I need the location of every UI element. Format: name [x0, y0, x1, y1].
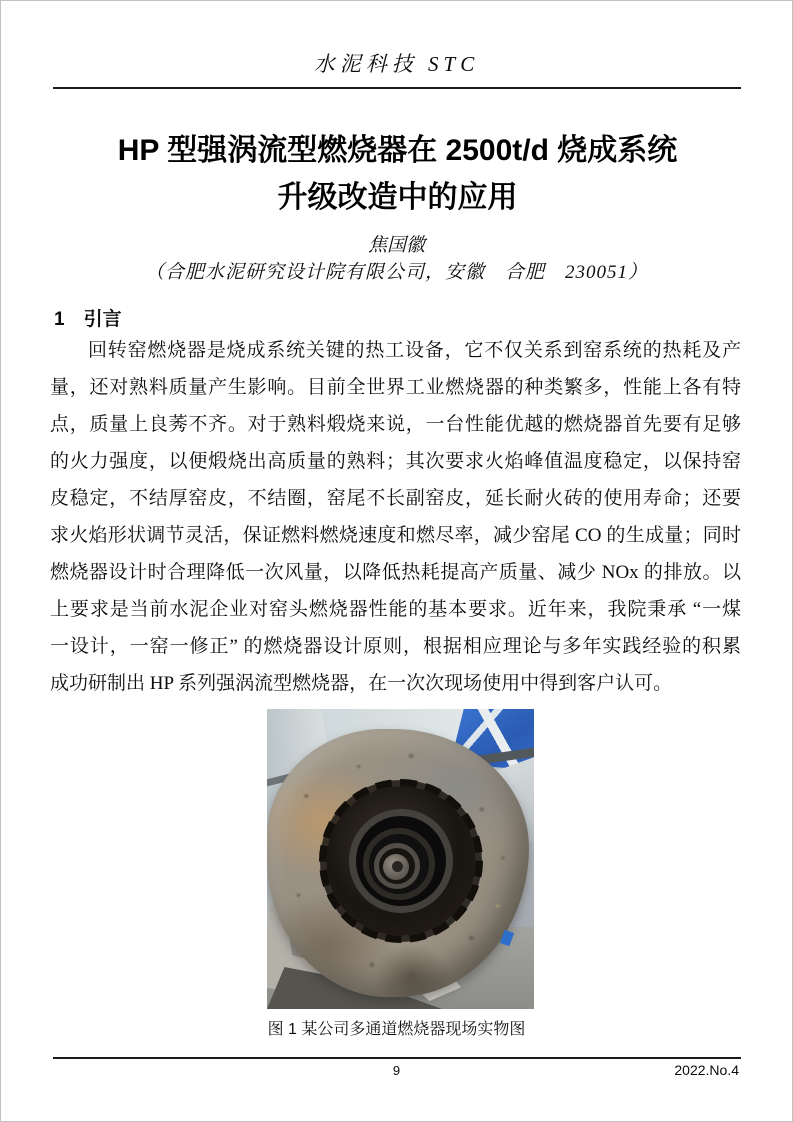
author-name: 焦国徽: [367, 235, 425, 256]
article-title: [41, 127, 754, 221]
paragraph-line: 回转窑燃烧器是烧成系统关键的热工设备，它不仅关系到窑系统的热耗及产: [88, 340, 741, 361]
page-number: 9: [392, 1063, 401, 1078]
author-affiliation: （合肥水泥研究设计院有限公司，安徽 合肥 230051）: [144, 262, 648, 283]
header-rule: [53, 87, 741, 89]
paragraph-line: 燃烧器设计时合理降低一次风量，以降低热耗提高产质量、减少 NOx 的排放。以: [50, 562, 741, 583]
paragraph-line: 皮稳定，不结厚窑皮，不结圈，窑尾不长副窑皮，延长耐火砖的使用寿命；还要: [50, 488, 741, 509]
footer-rule: [53, 1057, 741, 1059]
article-title-line1: HP 型强涡流型燃烧器在 2500t/d 烧成系统: [117, 134, 678, 167]
journal-header-title: 水泥科技 STC: [313, 52, 480, 76]
paragraph-line: 一设计，一窑一修正” 的燃烧器设计原则，根据相应理论与多年实践经验的积累: [50, 636, 741, 657]
section-heading-introduction: 1 引言: [54, 309, 122, 330]
paragraph-line: 成功研制出 HP 系列强涡流型燃烧器，在一次次现场使用中得到客户认可。: [50, 673, 673, 694]
burner-center-dot: [392, 861, 403, 872]
paragraph-line: 上要求是当前水泥企业对窑头燃烧器性能的基本要求。近年来，我院秉承 “一煤: [50, 599, 741, 620]
figure-1-caption: 图 1 某公司多通道燃烧器现场实物图: [267, 1021, 526, 1038]
paragraph-line: 的火力强度，以便煅烧出高质量的熟料；其次要求火焰峰值温度稳定，以保持窑: [50, 451, 741, 472]
paragraph-line: 点，质量上良莠不齐。对于熟料煅烧来说，一台性能优越的燃烧器首先要有足够: [50, 414, 741, 435]
figure-1: [267, 709, 534, 1009]
paragraph-line: 求火焰形状调节灵活，保证燃料燃烧速度和燃尽率，减少窑尾 CO 的生成量；同时: [50, 525, 741, 546]
article-title-line2: 升级改造中的应用: [277, 181, 518, 214]
paragraph-line: 量，还对熟料质量产生影响。目前全世界工业燃烧器的种类繁多，性能上各有特: [50, 377, 741, 398]
body-paragraph: [50, 332, 741, 702]
issue-label: 2022.No.4: [674, 1062, 739, 1078]
burner-site-photo: [267, 709, 534, 1009]
